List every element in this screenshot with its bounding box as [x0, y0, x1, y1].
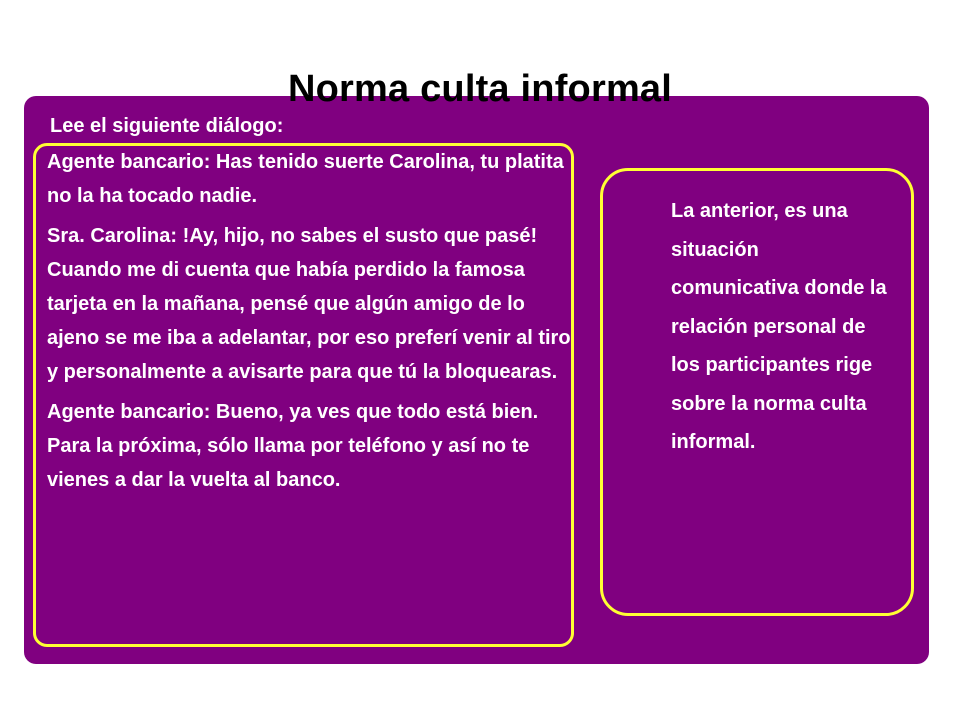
dialogue-line-agent-1: Agente bancario: Has tenido suerte Carolina, tu platita no la ha tocado nadie. [47, 151, 564, 207]
dialogue-text [47, 145, 573, 503]
slide-title: Norma culta informal [287, 68, 673, 110]
instruction-text: Lee el siguiente diálogo: [50, 115, 284, 137]
dialogue-line-carolina: Sra. Carolina: !Ay, hijo, no sabes el susto que pasé! Cuando me di cuenta que había perdido la famosa tarjeta en la mañana, pensé que algún amigo de lo ajeno se me iba a adelantar, por eso preferí venir al tiro y personalmente a avisarte para que tú la bloquearas. [47, 225, 571, 383]
note-text: La anterior, es una situación comunicativa donde la relación personal de los participantes rige sobre la norma culta informal. [671, 200, 887, 453]
dialogue-line-agent-2: Agente bancario: Bueno, ya ves que todo está bien. Para la próxima, sólo llama por teléfono y así no te vienes a dar la vuelta al banco. [47, 401, 539, 491]
